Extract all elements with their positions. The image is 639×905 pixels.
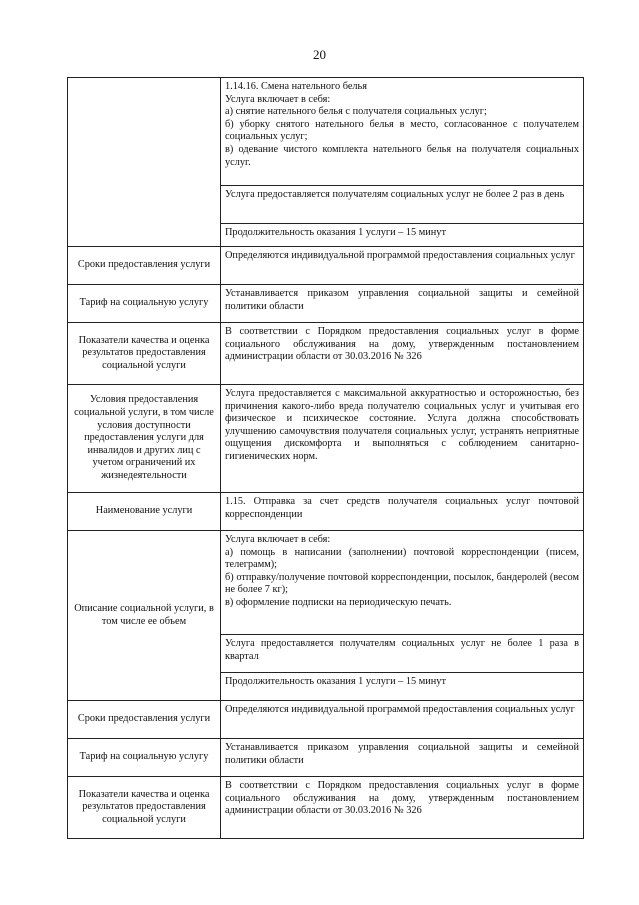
table-row [68, 739, 584, 777]
row-content [221, 531, 584, 701]
row-label: Сроки предоставления услуги [68, 247, 221, 285]
row-label: Сроки предоставления услуги [68, 701, 221, 739]
service-description: 1.14.16. Смена нательного белья Услуга включает в себя: а) снятие нательного белья с получателя социальных услуг; б) уборку снятого нательного белья в место, согласованное с получателем социальных услуг; в) одевание чистого комплекта нательного белья на получателя социальных услуг. [225, 81, 579, 168]
service-duration: Продолжительность оказания 1 услуги – 15 минут [221, 223, 583, 246]
row-content: Услуга предоставляется с максимальной аккуратностью и осторожностью, без причинения какого-либо вреда получателю социальных услуг и учитывая его физическое и психическое состояние. Услуга должна способствовать улучшению самочувствия получателя социальных услуг, устранять неприятные ощущения дискомфорта и выполняться с соблюдением санитарно-гигиенических норм. [221, 385, 584, 493]
row-label: Тариф на социальную услугу [68, 285, 221, 323]
row-content: Определяются индивидуальной программой предоставления социальных услуг [221, 701, 584, 739]
table-row [68, 493, 584, 531]
row-content: В соответствии с Порядком предоставления социальных услуг в форме социального обслуживания на дому, утвержденным постановлением администрации области от 30.03.2016 № 326 [221, 323, 584, 385]
row-content: Устанавливается приказом управления социальной защиты и семейной политики области [221, 739, 584, 777]
service-duration: Продолжительность оказания 1 услуги – 15 минут [221, 672, 583, 700]
service-description: Услуга включает в себя: а) помощь в написании (заполнении) почтовой корреспонденции (писем, телеграмм); б) отправку/получение почтовой корреспонденции, посылок, бандеролей (весом не более 7 кг); в) оформление подписки на периодическую печать. [225, 534, 579, 608]
row-label: Показатели качества и оценка результатов предоставления социальной услуги [68, 323, 221, 385]
row-label: Наименование услуги [68, 493, 221, 531]
row-content: Определяются индивидуальной программой предоставления социальных услуг [221, 247, 584, 285]
table-row [68, 701, 584, 739]
row-label [68, 78, 221, 247]
service-table [67, 77, 584, 839]
table-row [68, 777, 584, 839]
row-label: Показатели качества и оценка результатов предоставления социальной услуги [68, 777, 221, 839]
table-row [68, 385, 584, 493]
row-content: Устанавливается приказом управления социальной защиты и семейной политики области [221, 285, 584, 323]
row-label: Описание социальной услуги, в том числе ее объем [68, 531, 221, 701]
service-frequency: Услуга предоставляется получателям социальных услуг не более 1 раза в квартал [221, 634, 583, 672]
table-row [68, 323, 584, 385]
service-title: 1.15. Отправка за счет средств получателя социальных услуг почтовой корреспонденции [225, 496, 579, 520]
table-row [68, 78, 584, 247]
table-row [68, 285, 584, 323]
service-frequency: Услуга предоставляется получателям социальных услуг не более 2 раз в день [221, 185, 583, 223]
table-row [68, 247, 584, 285]
row-content [221, 493, 584, 531]
row-label: Тариф на социальную услугу [68, 739, 221, 777]
row-content: В соответствии с Порядком предоставления социальных услуг в форме социального обслуживания на дому, утвержденным постановлением администрации области от 30.03.2016 № 326 [221, 777, 584, 839]
page-number: 20 [313, 47, 326, 62]
row-content [221, 78, 584, 247]
row-label: Условия предоставления социальной услуги, в том числе условия доступности предоставления услуги для инвалидов и других лиц с учетом ограничений их жизнедеятельности [68, 385, 221, 493]
table-row [68, 531, 584, 701]
service-title: 1.14.16. Смена нательного белья [225, 81, 367, 92]
